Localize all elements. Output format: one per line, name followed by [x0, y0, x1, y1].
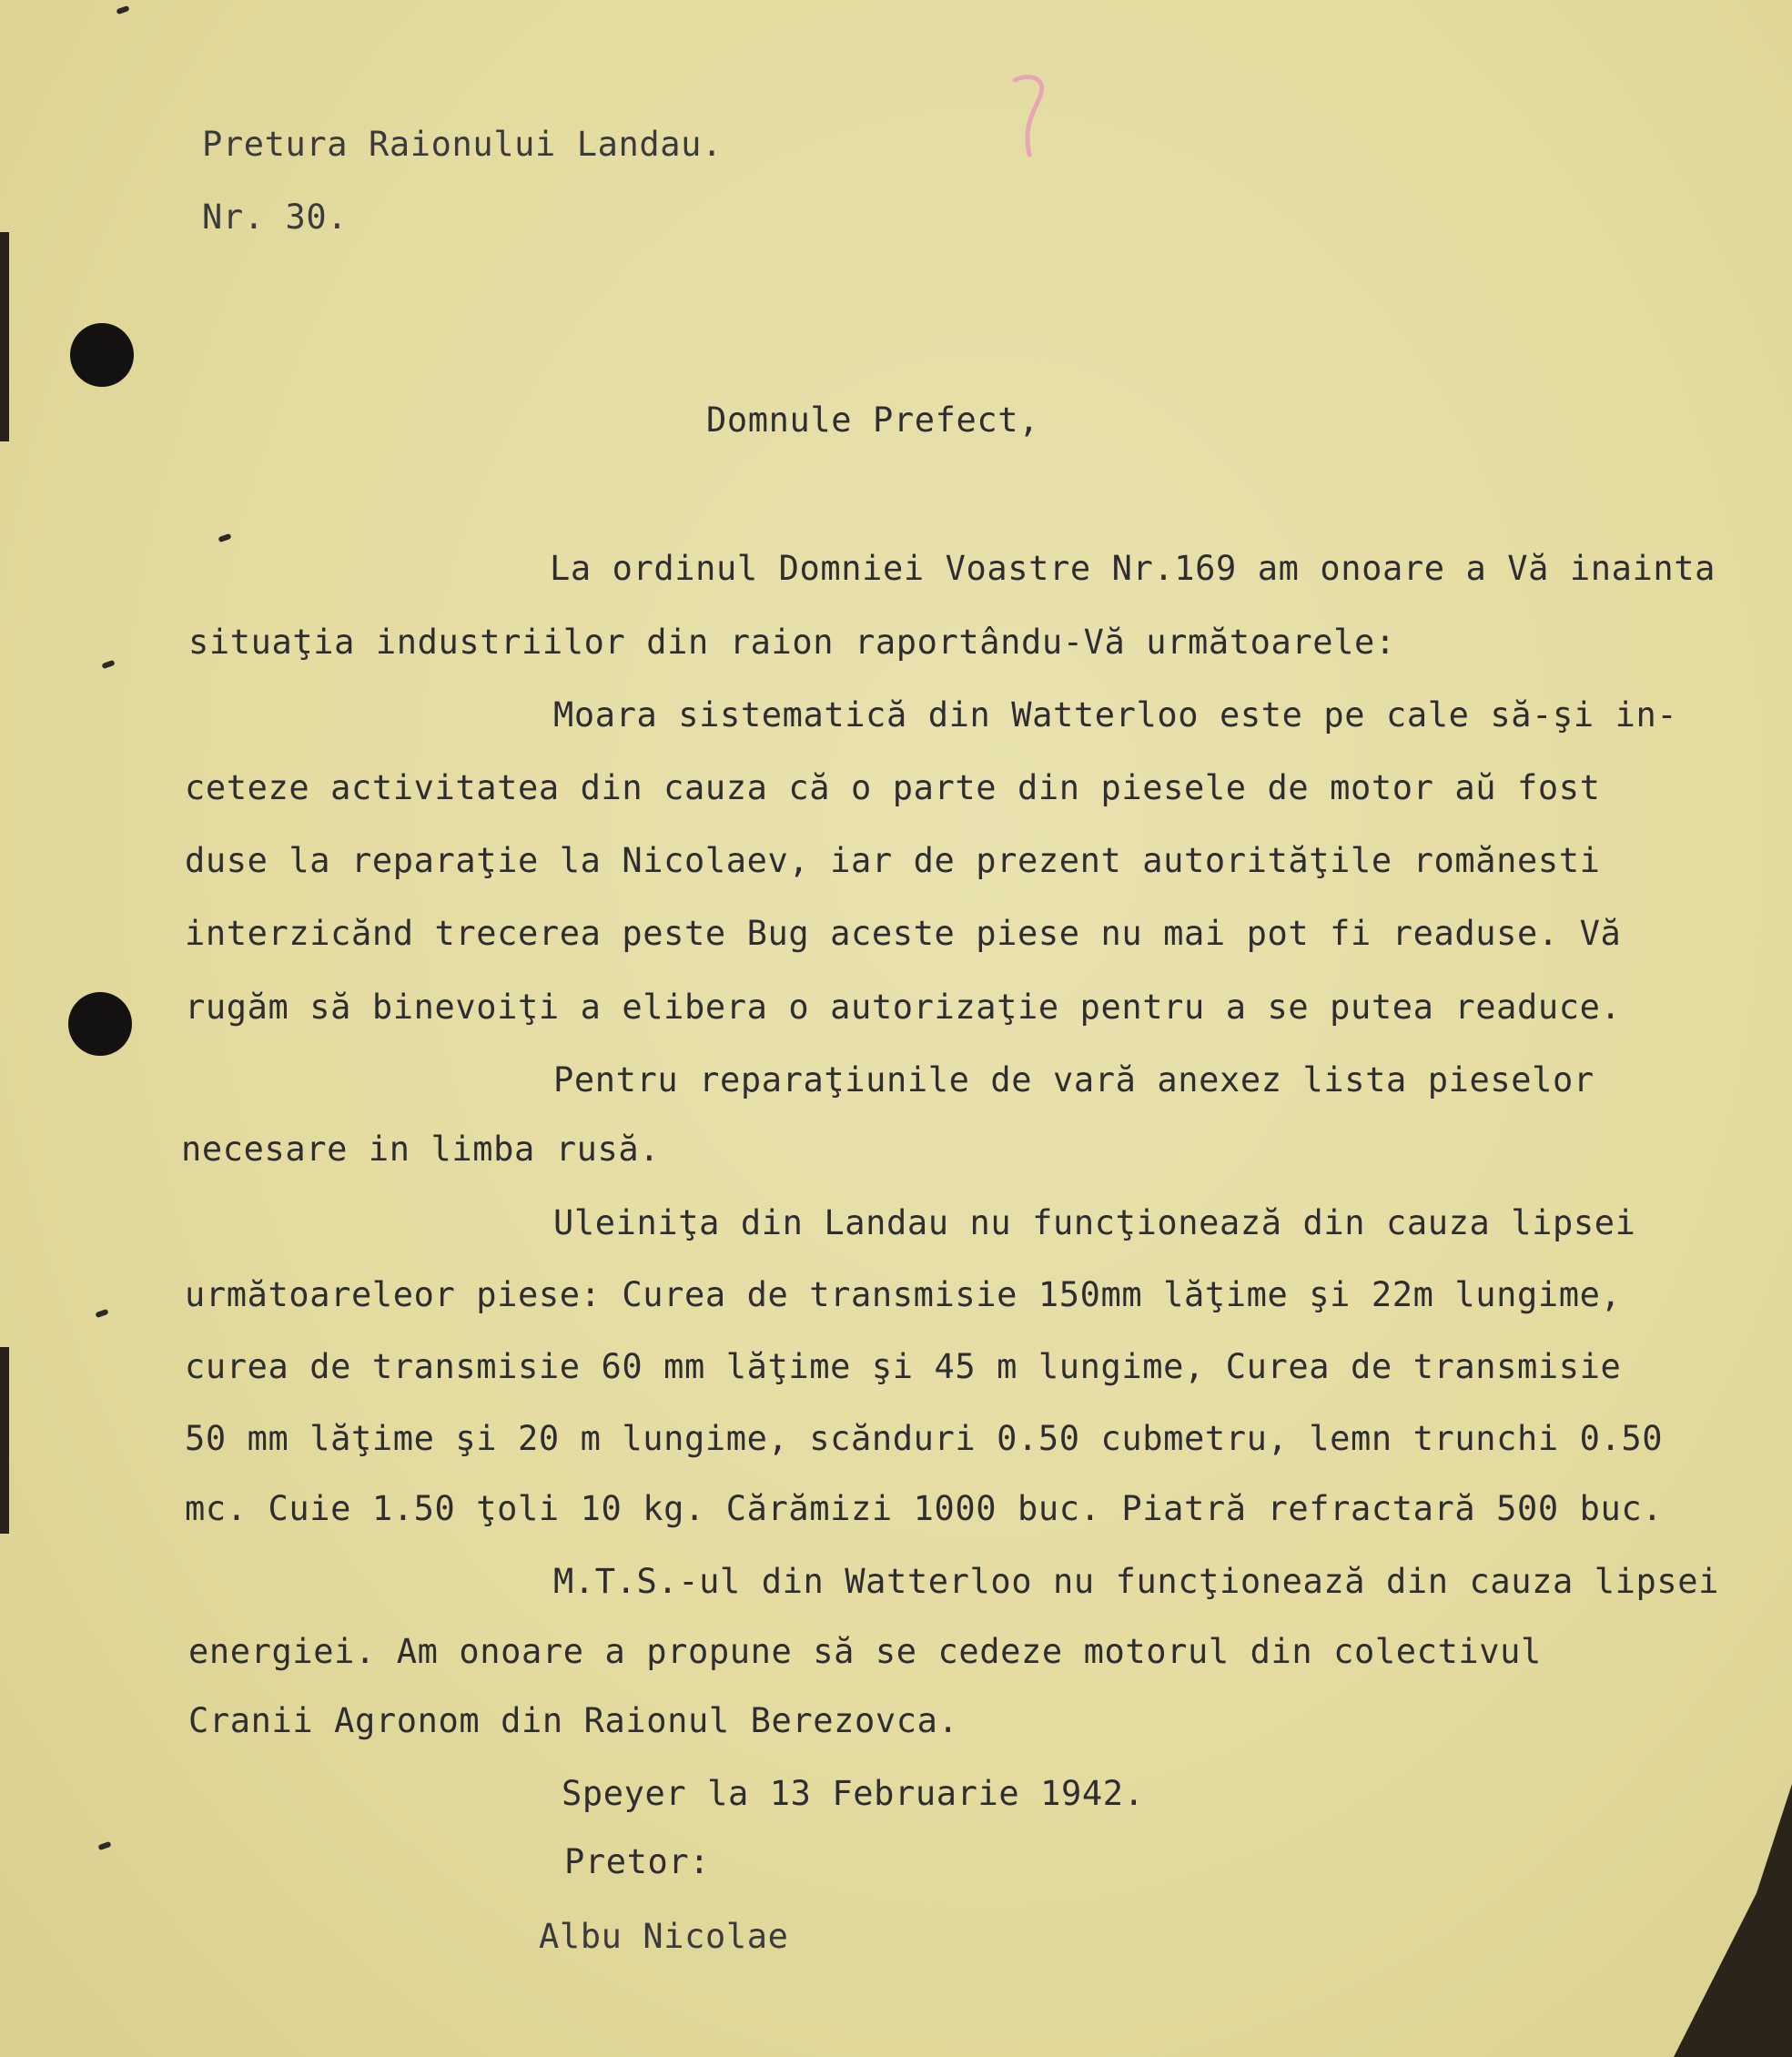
document-number: Nr. 30.: [202, 198, 349, 237]
speck: [116, 5, 129, 15]
torn-corner: [1674, 1784, 1792, 2057]
body-line: curea de transmisie 60 mm lăţime şi 45 m lungime, Curea de transmisie: [185, 1347, 1622, 1386]
binding-edge-bottom: [0, 1347, 9, 1534]
punch-hole-bottom: [68, 992, 132, 1056]
pink-pencil-numeral-icon: [1006, 73, 1069, 164]
body-line: energiei. Am onoare a propune să se cedeze motorul din colectivul: [188, 1632, 1542, 1671]
place-and-date: Speyer la 13 Februarie 1942.: [562, 1774, 1145, 1813]
body-line: 50 mm lăţime şi 20 m lungime, scănduri 0.50 cubmetru, lemn trunchi 0.50: [185, 1419, 1664, 1458]
punch-hole-top: [70, 323, 134, 387]
body-line: rugăm să binevoiţi a elibera o autorizaţie pentru a se putea readuce.: [185, 988, 1622, 1027]
body-line: mc. Cuie 1.50 ţoli 10 kg. Cărămizi 1000 buc. Piatră refractară 500 buc.: [185, 1489, 1664, 1528]
body-line: situaţia industriilor din raion raportându-Vă următoarele:: [188, 623, 1396, 662]
speck: [101, 660, 115, 669]
body-line: La ordinul Domniei Voastre Nr.169 am onoare a Vă inainta: [550, 549, 1716, 588]
body-line: următoareleor piese: Curea de transmisie 150mm lăţime şi 22m lungime,: [185, 1275, 1622, 1314]
body-line: necesare in limba rusă.: [181, 1130, 661, 1169]
body-line: ceteze activitatea din cauza că o parte din piesele de motor aŭ fost: [185, 768, 1601, 807]
salutation: Domnule Prefect,: [706, 400, 1040, 440]
office-heading: Pretura Raionului Landau.: [202, 125, 723, 164]
speck: [95, 1309, 108, 1318]
speck: [218, 533, 231, 542]
signatory-title: Pretor:: [564, 1842, 711, 1881]
body-line: Moara sistematică din Watterloo este pe cale să-şi in-: [553, 695, 1678, 735]
body-line: M.T.S.-ul din Watterloo nu funcţionează din cauza lipsei: [553, 1562, 1720, 1601]
binding-edge-top: [0, 232, 9, 441]
speck: [97, 1841, 111, 1850]
body-line: Uleiniţa din Landau nu funcţionează din cauza lipsei: [553, 1203, 1636, 1242]
body-line: duse la reparaţie la Nicolaev, iar de prezent autorităţile romănesti: [185, 841, 1601, 880]
signatory-name: Albu Nicolae: [539, 1917, 789, 1956]
body-line: Cranii Agronom din Raionul Berezovca.: [188, 1701, 959, 1740]
body-line: Pentru reparaţiunile de vară anexez lista pieselor: [553, 1060, 1595, 1099]
body-line: interzicănd trecerea peste Bug aceste piese nu mai pot fi readuse. Vă: [185, 914, 1622, 953]
